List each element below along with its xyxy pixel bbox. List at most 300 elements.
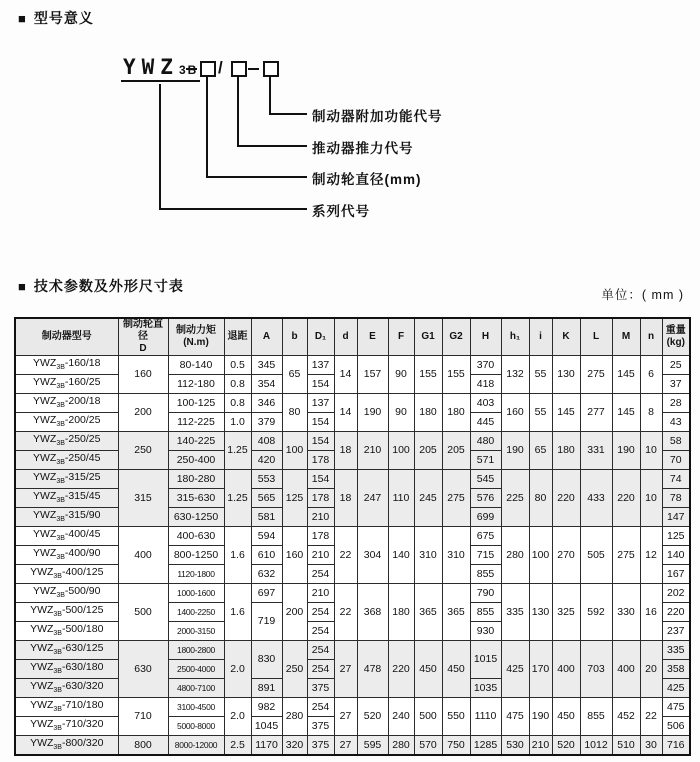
value-cell: 250-400 [168, 451, 224, 470]
value-cell: 100-125 [168, 394, 224, 413]
value-cell: 155 [442, 356, 470, 394]
value-cell: 27 [334, 736, 357, 756]
value-cell: 2000-3150 [168, 622, 224, 641]
value-cell: 553 [251, 470, 282, 489]
column-header: L [580, 318, 612, 356]
value-cell: 630 [118, 641, 168, 698]
value-cell: 335 [662, 641, 690, 660]
value-cell: 16 [640, 584, 662, 641]
value-cell: 930 [470, 622, 501, 641]
value-cell: 0.8 [224, 375, 251, 394]
value-cell: 190 [529, 698, 552, 736]
value-cell: 210 [307, 584, 334, 603]
table-row [15, 470, 690, 489]
model-cell: $YWZ_{3B}-630/180$ [15, 660, 118, 679]
value-cell: 505 [580, 527, 612, 584]
value-cell: 1.25 [224, 470, 251, 527]
value-cell: 475 [501, 698, 529, 736]
model-cell: $YWZ_{3B}-160/18$ [15, 356, 118, 375]
value-cell: 170 [529, 641, 552, 698]
column-header: E [357, 318, 388, 356]
value-cell: 375 [307, 679, 334, 698]
value-cell: 70 [662, 451, 690, 470]
model-cell: $YWZ_{3B}-630/320$ [15, 679, 118, 698]
model-cell: $YWZ_{3B}-400/125$ [15, 565, 118, 584]
value-cell: 480 [470, 432, 501, 451]
value-cell: 12 [640, 527, 662, 584]
value-cell: 400 [612, 641, 640, 698]
model-cell: $YWZ_{3B}-400/45$ [15, 527, 118, 546]
value-cell: 710 [118, 698, 168, 736]
model-cell: $YWZ_{3B}-200/25$ [15, 413, 118, 432]
dash-connector [186, 68, 197, 70]
value-cell: 280 [501, 527, 529, 584]
column-header: A [251, 318, 282, 356]
table-row [15, 527, 690, 546]
value-cell: 275 [442, 470, 470, 527]
value-cell: 178 [307, 451, 334, 470]
value-cell: 830 [251, 641, 282, 679]
value-cell: 500 [118, 584, 168, 641]
value-cell: 719 [251, 603, 282, 641]
value-cell: 160 [118, 356, 168, 394]
value-cell: 37 [662, 375, 690, 394]
value-cell: 325 [552, 584, 580, 641]
value-cell: 205 [414, 432, 442, 470]
value-cell: 43 [662, 413, 690, 432]
value-cell: 280 [282, 698, 307, 736]
model-cell: $YWZ_{3B}-315/90$ [15, 508, 118, 527]
model-cell: $YWZ_{3B}-630/125$ [15, 641, 118, 660]
value-cell: 400 [118, 527, 168, 584]
value-cell: 403 [470, 394, 501, 413]
value-cell: 160 [501, 394, 529, 432]
value-cell: 408 [251, 432, 282, 451]
value-cell: 14 [334, 394, 357, 432]
value-cell: 8000-12000 [168, 736, 224, 756]
value-cell: 145 [612, 356, 640, 394]
value-cell: 178 [307, 489, 334, 508]
square-bullet-icon: ■ [18, 278, 27, 294]
value-cell: 982 [251, 698, 282, 717]
value-cell: 190 [612, 432, 640, 470]
value-cell: 450 [414, 641, 442, 698]
value-cell: 331 [580, 432, 612, 470]
table-row [15, 698, 690, 717]
value-cell: 675 [470, 527, 501, 546]
value-cell: 581 [251, 508, 282, 527]
value-cell: 1.6 [224, 527, 251, 584]
value-cell: 254 [307, 641, 334, 660]
value-cell: 140 [388, 527, 414, 584]
value-cell: 254 [307, 622, 334, 641]
value-cell: 800-1250 [168, 546, 224, 565]
value-cell: 200 [282, 584, 307, 641]
value-cell: 157 [357, 356, 388, 394]
model-cell: $YWZ_{3B}-500/125$ [15, 603, 118, 622]
value-cell: 180 [388, 584, 414, 641]
value-cell: 90 [388, 394, 414, 432]
value-cell: 167 [662, 565, 690, 584]
model-cell: $YWZ_{3B}-710/320$ [15, 717, 118, 736]
column-header: 制动轮直径 D [118, 318, 168, 356]
column-header: n [640, 318, 662, 356]
column-header: b [282, 318, 307, 356]
value-cell: 1.25 [224, 432, 251, 470]
value-cell: 475 [662, 698, 690, 717]
connector-line-series [159, 84, 307, 210]
value-cell: 375 [307, 717, 334, 736]
value-cell: 0.8 [224, 394, 251, 413]
value-cell: 100 [529, 527, 552, 584]
value-cell: 335 [501, 584, 529, 641]
value-cell: 510 [612, 736, 640, 756]
value-cell: 425 [662, 679, 690, 698]
model-cell: $YWZ_{3B}-200/18$ [15, 394, 118, 413]
value-cell: 250 [282, 641, 307, 698]
value-cell: 65 [282, 356, 307, 394]
value-cell: 18 [334, 432, 357, 470]
column-header: H [470, 318, 501, 356]
column-header: 制动力矩 (N.m) [168, 318, 224, 356]
value-cell: 1800-2800 [168, 641, 224, 660]
value-cell: 145 [612, 394, 640, 432]
label-series-code: 系列代号 [312, 204, 370, 219]
value-cell: 27 [334, 641, 357, 698]
value-cell: 330 [612, 584, 640, 641]
value-cell: 320 [282, 736, 307, 756]
value-cell: 178 [307, 527, 334, 546]
value-cell: 28 [662, 394, 690, 413]
value-cell: 140 [662, 546, 690, 565]
specs-table [14, 317, 691, 756]
value-cell: 2500-4000 [168, 660, 224, 679]
value-cell: 80 [529, 470, 552, 527]
value-cell: 14 [334, 356, 357, 394]
square-bullet-icon: ■ [18, 10, 27, 26]
value-cell: 210 [307, 546, 334, 565]
value-cell: 855 [470, 603, 501, 622]
value-cell: 130 [552, 356, 580, 394]
value-cell: 137 [307, 394, 334, 413]
value-cell: 500 [414, 698, 442, 736]
placeholder-box-thrust [231, 61, 247, 77]
model-cell: $YWZ_{3B}-315/25$ [15, 470, 118, 489]
value-cell: 304 [357, 527, 388, 584]
value-cell: 315 [118, 470, 168, 527]
model-cell: $YWZ_{3B}-500/90$ [15, 584, 118, 603]
value-cell: 10 [640, 432, 662, 470]
value-cell: 74 [662, 470, 690, 489]
placeholder-box-diameter [200, 61, 216, 77]
value-cell: 3100-4500 [168, 698, 224, 717]
value-cell: 270 [552, 527, 580, 584]
value-cell: 145 [552, 394, 580, 432]
value-cell: 247 [357, 470, 388, 527]
value-cell: 125 [282, 470, 307, 527]
value-cell: 210 [357, 432, 388, 470]
value-cell: 2.5 [224, 736, 251, 756]
value-cell: 375 [307, 736, 334, 756]
value-cell: 8 [640, 394, 662, 432]
value-cell: 275 [612, 527, 640, 584]
value-cell: 180-280 [168, 470, 224, 489]
model-cell: $YWZ_{3B}-710/180$ [15, 698, 118, 717]
value-cell: 125 [662, 527, 690, 546]
value-cell: 310 [414, 527, 442, 584]
value-cell: 90 [388, 356, 414, 394]
unit-label: 单位：( mm ) [601, 288, 684, 302]
dash-connector [248, 68, 259, 70]
value-cell: 358 [662, 660, 690, 679]
value-cell: 420 [251, 451, 282, 470]
value-cell: 379 [251, 413, 282, 432]
section-title: 技术参数及外形尺寸表 [33, 278, 184, 294]
value-cell: 237 [662, 622, 690, 641]
value-cell: 1170 [251, 736, 282, 756]
value-cell: 154 [307, 470, 334, 489]
model-code-suffix: 3B [178, 63, 199, 77]
column-header: 重量 (kg) [662, 318, 690, 356]
value-cell: 520 [357, 698, 388, 736]
table-row [15, 736, 690, 756]
value-cell: 220 [552, 470, 580, 527]
placeholder-box-function [263, 61, 279, 77]
value-cell: 205 [442, 432, 470, 470]
model-code-main: YWZ [123, 55, 179, 79]
value-cell: 433 [580, 470, 612, 527]
value-cell: 254 [307, 565, 334, 584]
value-cell: 220 [612, 470, 640, 527]
value-cell: 65 [529, 432, 552, 470]
value-cell: 592 [580, 584, 612, 641]
column-header: h₁ [501, 318, 529, 356]
value-cell: 450 [442, 641, 470, 698]
table-row [15, 584, 690, 603]
value-cell: 630-1250 [168, 508, 224, 527]
value-cell: 365 [442, 584, 470, 641]
model-cell: $YWZ_{3B}-500/180$ [15, 622, 118, 641]
table-row [15, 356, 690, 375]
label-brake-wheel-diameter: 制动轮直径(mm) [312, 172, 422, 187]
value-cell: 400-630 [168, 527, 224, 546]
value-cell: 130 [529, 584, 552, 641]
value-cell: 506 [662, 717, 690, 736]
value-cell: 1400-2250 [168, 603, 224, 622]
value-cell: 1012 [580, 736, 612, 756]
value-cell: 1.6 [224, 584, 251, 641]
column-header: M [612, 318, 640, 356]
value-cell: 545 [470, 470, 501, 489]
value-cell: 154 [307, 375, 334, 394]
value-cell: 365 [414, 584, 442, 641]
value-cell: 147 [662, 508, 690, 527]
value-cell: 595 [357, 736, 388, 756]
model-cell: $YWZ_{3B}-250/45$ [15, 451, 118, 470]
model-code-diagram [0, 0, 700, 260]
value-cell: 277 [580, 394, 612, 432]
value-cell: 445 [470, 413, 501, 432]
value-cell: 1045 [251, 717, 282, 736]
value-cell: 180 [414, 394, 442, 432]
value-cell: 1.0 [224, 413, 251, 432]
value-cell: 22 [334, 584, 357, 641]
column-header: G1 [414, 318, 442, 356]
value-cell: 478 [357, 641, 388, 698]
value-cell: 55 [529, 394, 552, 432]
label-thruster-force-code: 推动器推力代号 [312, 141, 414, 156]
value-cell: 2.0 [224, 698, 251, 736]
value-cell: 570 [414, 736, 442, 756]
value-cell: 345 [251, 356, 282, 375]
value-cell: 220 [662, 603, 690, 622]
value-cell: 315-630 [168, 489, 224, 508]
model-cell: $YWZ_{3B}-315/45$ [15, 489, 118, 508]
value-cell: 1285 [470, 736, 501, 756]
value-cell: 190 [357, 394, 388, 432]
value-cell: 27 [334, 698, 357, 736]
value-cell: 100 [388, 432, 414, 470]
value-cell: 354 [251, 375, 282, 394]
value-cell: 697 [251, 584, 282, 603]
value-cell: 254 [307, 603, 334, 622]
value-cell: 891 [251, 679, 282, 698]
value-cell: 80-140 [168, 356, 224, 375]
value-cell: 1120-1800 [168, 565, 224, 584]
value-cell: 240 [388, 698, 414, 736]
value-cell: 699 [470, 508, 501, 527]
value-cell: 450 [552, 698, 580, 736]
value-cell: 200 [118, 394, 168, 432]
value-cell: 225 [501, 470, 529, 527]
value-cell: 750 [442, 736, 470, 756]
value-cell: 703 [580, 641, 612, 698]
column-header: 制动器型号 [15, 318, 118, 356]
value-cell: 550 [442, 698, 470, 736]
value-cell: 155 [414, 356, 442, 394]
section-heading-specs [18, 276, 184, 296]
value-cell: 0.5 [224, 356, 251, 375]
value-cell: 716 [662, 736, 690, 756]
value-cell: 275 [580, 356, 612, 394]
value-cell: 180 [442, 394, 470, 432]
column-header: D₁ [307, 318, 334, 356]
column-header: d [334, 318, 357, 356]
model-cell: $YWZ_{3B}-250/25$ [15, 432, 118, 451]
value-cell: 78 [662, 489, 690, 508]
value-cell: 10 [640, 470, 662, 527]
value-cell: 154 [307, 413, 334, 432]
value-cell: 55 [529, 356, 552, 394]
value-cell: 245 [414, 470, 442, 527]
value-cell: 180 [552, 432, 580, 470]
value-cell: 5000-8000 [168, 717, 224, 736]
value-cell: 110 [388, 470, 414, 527]
value-cell: 610 [251, 546, 282, 565]
value-cell: 20 [640, 641, 662, 698]
slash-separator: / [218, 58, 223, 77]
value-cell: 280 [388, 736, 414, 756]
value-cell: 368 [357, 584, 388, 641]
column-header: F [388, 318, 414, 356]
value-cell: 30 [640, 736, 662, 756]
value-cell: 112-180 [168, 375, 224, 394]
value-cell: 100 [282, 432, 307, 470]
value-cell: 25 [662, 356, 690, 375]
value-cell: 571 [470, 451, 501, 470]
value-cell: 800 [118, 736, 168, 756]
value-cell: 400 [552, 641, 580, 698]
value-cell: 370 [470, 356, 501, 375]
value-cell: 6 [640, 356, 662, 394]
value-cell: 250 [118, 432, 168, 470]
model-cell: $YWZ_{3B}-400/90$ [15, 546, 118, 565]
value-cell: 4800-7100 [168, 679, 224, 698]
value-cell: 346 [251, 394, 282, 413]
table-row [15, 394, 690, 413]
model-cell: $YWZ_{3B}-160/25$ [15, 375, 118, 394]
value-cell: 132 [501, 356, 529, 394]
value-cell: 520 [552, 736, 580, 756]
section-title: 型号意义 [33, 10, 94, 26]
table-row [15, 432, 690, 451]
value-cell: 790 [470, 584, 501, 603]
header-row [15, 318, 690, 356]
value-cell: 210 [529, 736, 552, 756]
value-cell: 140-225 [168, 432, 224, 451]
value-cell: 210 [307, 508, 334, 527]
value-cell: 530 [501, 736, 529, 756]
column-header: K [552, 318, 580, 356]
value-cell: 1110 [470, 698, 501, 736]
column-header: i [529, 318, 552, 356]
value-cell: 160 [282, 527, 307, 584]
value-cell: 154 [307, 432, 334, 451]
value-cell: 18 [334, 470, 357, 527]
value-cell: 855 [470, 565, 501, 584]
model-cell: $YWZ_{3B}-800/320$ [15, 736, 118, 756]
column-header: G2 [442, 318, 470, 356]
value-cell: 594 [251, 527, 282, 546]
value-cell: 1015 [470, 641, 501, 679]
value-cell: 632 [251, 565, 282, 584]
value-cell: 254 [307, 660, 334, 679]
value-cell: 418 [470, 375, 501, 394]
value-cell: 58 [662, 432, 690, 451]
value-cell: 1000-1600 [168, 584, 224, 603]
value-cell: 715 [470, 546, 501, 565]
value-cell: 137 [307, 356, 334, 375]
value-cell: 855 [580, 698, 612, 736]
value-cell: 202 [662, 584, 690, 603]
value-cell: 220 [388, 641, 414, 698]
value-cell: 190 [501, 432, 529, 470]
table-row [15, 641, 690, 660]
value-cell: 452 [612, 698, 640, 736]
value-cell: 80 [282, 394, 307, 432]
value-cell: 310 [442, 527, 470, 584]
value-cell: 22 [334, 527, 357, 584]
value-cell: 2.0 [224, 641, 251, 698]
value-cell: 1035 [470, 679, 501, 698]
value-cell: 576 [470, 489, 501, 508]
column-header: 退距 [224, 318, 251, 356]
value-cell: 22 [640, 698, 662, 736]
value-cell: 254 [307, 698, 334, 717]
value-cell: 565 [251, 489, 282, 508]
value-cell: 425 [501, 641, 529, 698]
value-cell: 112-225 [168, 413, 224, 432]
